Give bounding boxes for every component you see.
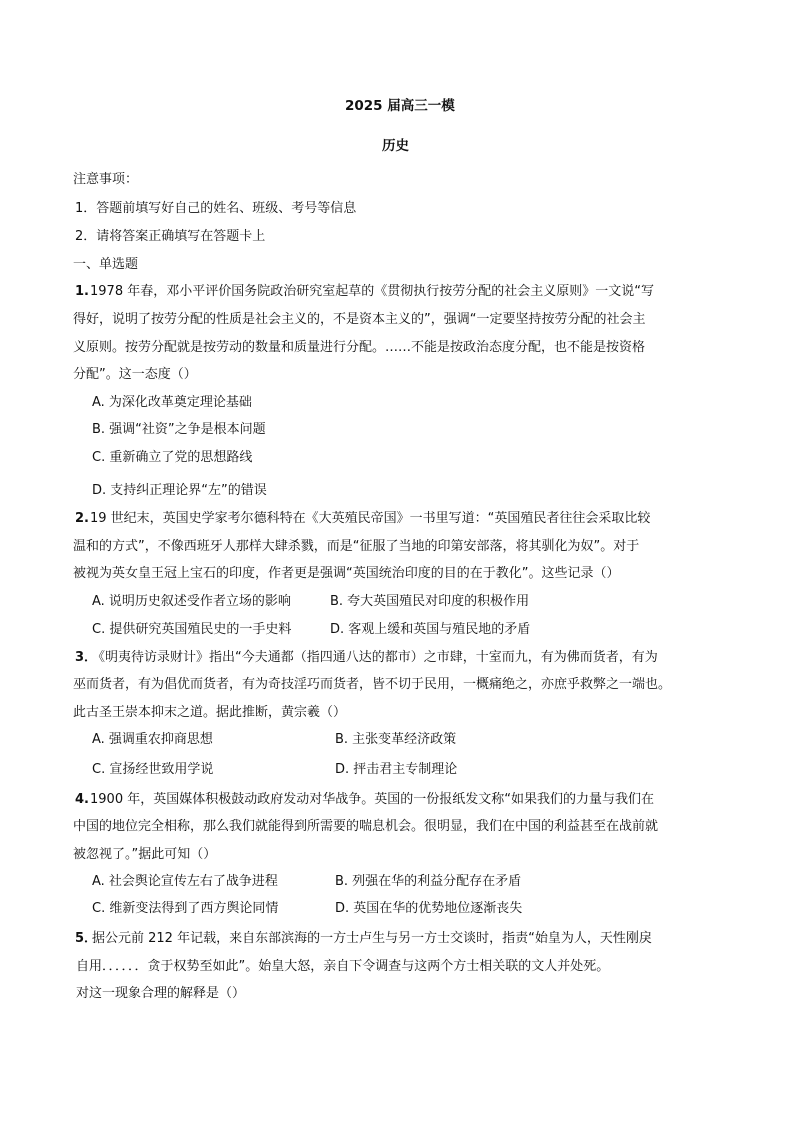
question-number: 5．	[75, 931, 98, 946]
question-text: 被视为英女皇王冠上宝石的印度，作者更是强调“英国统治印度的目的在于教化”。这些记录（）	[73, 566, 620, 581]
answer-option[interactable]: B. 主张变革经济政策	[335, 732, 457, 747]
question-text: 《明夷待访录财计》指出“今夫通都（指四通八达的都市）之市肆，十室而九，有为佛而货者，有为	[92, 650, 658, 665]
question-text: 据公元前 212 年记载，来自东部滨海的一方士卢生与另一方士交谈时，指责“始皇为人，天性刚戾	[92, 931, 652, 946]
answer-option[interactable]: A. 说明历史叙述受作者立场的影响	[92, 594, 291, 609]
question-number: 1.	[75, 284, 89, 299]
answer-option[interactable]: A. 强调重农抑商思想	[92, 732, 213, 747]
answer-option[interactable]: D. 客观上缓和英国与殖民地的矛盾	[330, 622, 531, 637]
answer-option[interactable]: D. 英国在华的优势地位逐渐丧失	[335, 901, 523, 916]
question-text: 得好，说明了按劳分配的性质是社会主义的，不是资本主义的”，强调“一定要坚持按劳分配的社会主	[73, 312, 646, 327]
notice-item: 1．答题前填写好自己的姓名、班级、考号等信息	[75, 201, 357, 216]
question-text: 被忽视了。”据此可知（）	[73, 847, 217, 862]
question-number: 3．	[75, 650, 98, 665]
question-text: 中国的地位完全相称，那么我们就能得到所需要的喘息机会。很明显，我们在中国的利益甚至在战前就	[73, 819, 659, 834]
section-heading: 一、单选题	[73, 257, 139, 272]
answer-option[interactable]: B. 强调“社资”之争是根本问题	[92, 422, 266, 437]
question-text: 温和的方式”，不像西班牙人那样大肆杀戮，而是“征服了当地的印第安部落，将其驯化为奴”。对于	[73, 539, 640, 554]
answer-option[interactable]: A. 为深化改革奠定理论基础	[92, 395, 252, 410]
answer-option[interactable]: B. 夸大英国殖民对印度的积极作用	[330, 594, 530, 609]
answer-option[interactable]: B. 列强在华的利益分配存在矛盾	[335, 874, 522, 889]
question-text: 此古圣王崇本抑末之道。据此推断，黄宗羲（）	[73, 705, 347, 720]
question-text: 分配”。这一态度（）	[73, 367, 197, 382]
answer-option[interactable]: C. 重新确立了党的思想路线	[92, 450, 253, 465]
answer-option[interactable]: C. 维新变法得到了西方舆论同情	[92, 901, 279, 916]
subject-title: 历史	[382, 138, 409, 154]
question-text: 对这一现象合理的解释是（）	[76, 986, 246, 1001]
question-text: 自用．．．．．．贪于权势至如此”。始皇大怒，亲自下令调查与这两个方士相关联的文人并处死。	[76, 959, 610, 974]
question-number: 4.	[75, 792, 89, 807]
notice-heading: 注意事项：	[73, 172, 139, 187]
exam-title: 2025 届高三一模	[345, 98, 455, 114]
answer-option[interactable]: C. 提供研究英国殖民史的一手史料	[92, 622, 292, 637]
question-text: 巫而货者，有为倡优而货者，有为奇技淫巧而货者，皆不切于民用，一概痛绝之，亦庶乎救弊之一端也。	[73, 677, 672, 692]
answer-option[interactable]: D. 抨击君主专制理论	[335, 762, 458, 777]
notice-item: 2．请将答案正确填写在答题卡上	[75, 229, 266, 244]
question-text: 义原则。按劳分配就是按劳动的数量和质量进行分配。……不能是按政治态度分配，也不能是按资格	[73, 340, 646, 355]
answer-option[interactable]: D. 支持纠正理论界“左”的错误	[92, 483, 267, 498]
question-text: 19 世纪末，英国史学家考尔德科特在《大英殖民帝国》一书里写道：“英国殖民者往往会采取比较	[90, 511, 651, 526]
answer-option[interactable]: A. 社会舆论宣传左右了战争进程	[92, 874, 278, 889]
answer-option[interactable]: C. 宣扬经世致用学说	[92, 762, 214, 777]
question-text: 1978 年春，邓小平评价国务院政治研究室起草的《贯彻执行按劳分配的社会主义原则》一文说“写	[90, 284, 654, 299]
question-text: 1900 年，英国媒体积极鼓动政府发动对华战争。英国的一份报纸发文称“如果我们的力量与我们在	[90, 792, 654, 807]
question-number: 2.	[75, 511, 89, 526]
